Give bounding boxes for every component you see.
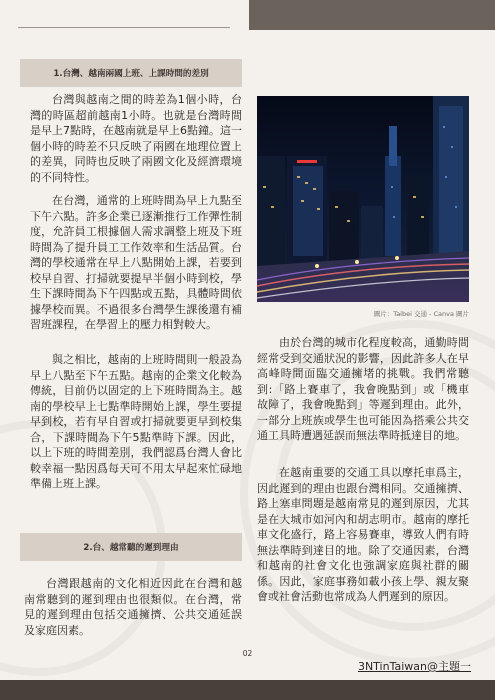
city-night-photo xyxy=(257,96,469,302)
top-rule xyxy=(18,27,230,28)
section-heading-1-text: 1.台灣、越南兩國上班、上課時間的差別 xyxy=(53,69,209,79)
paragraph: 在台灣，通常的上班時間為早上九點至下午六點。許多企業已逐漸推行工作彈性制度，允許員工根據個人需求調整上班及下班時間為了提升員工工作效率和生活品質。台灣的學校通常在早上八點開始上課，若要到校早自習、打掃就要提早半個小時到校，學生下課時間為下午四點或五點，具體時間依據學校而異。不過很多台灣學生課後還有補習班課程，在學習上的壓力相對較大。 xyxy=(30,194,242,331)
section-heading-1 xyxy=(20,59,242,87)
paragraph: 台灣跟越南的文化相近因此在台灣和越南常聽到的遲到理由也很類似。在台灣，常見的遲到理由包括交通擁擠、公共交通延誤及家庭因素。 xyxy=(24,577,242,637)
photo-illustration xyxy=(257,96,469,302)
page-number: 02 xyxy=(242,649,253,658)
photo-caption: 圖片：Taibei 交通 - Canva 圖片 xyxy=(373,310,469,318)
paragraph: 與之相比，越南的上班時間則一般設為早上八點至下午五點。越南的企業文化較為傳統，目前仍以固定的上下班時間為主。越南的學校早上七點準時開始上課，學生要提早到校，若有早自習或打掃就要更早到校集合，下課時間為下午5點準時下課。因此，以上下班的時間差別，我們認爲台灣人會比較幸福一點因爲每天可不用太早起來忙碌地準備上班上課。 xyxy=(30,353,242,490)
section-heading-2 xyxy=(20,533,242,561)
paragraph: 台灣與越南之間的時差為1個小時，台灣的時區超前越南1小時。也就是台灣時間是早上7點時，在越南就是早上6點鐘。這一個小時的時差不只反映了兩國在地理位置上的差異，同時也反映了兩國文化及經濟環境的不同特性。 xyxy=(30,93,242,184)
series-tag: 3NTinTaiwan@主題一 xyxy=(357,660,471,673)
section-heading-2-text: 2.台、越常聽的遲到理由 xyxy=(83,543,179,553)
top-color-block xyxy=(249,0,495,30)
bottom-bar xyxy=(0,680,495,700)
paragraph: 由於台灣的城市化程度較高，通勤時間經常受到交通狀況的影響，因此許多人在早高峰時間面臨交通擁堵的挑戰。我們常聽到:「路上賽車了，我會晚點到」或「機車故障了，我會晚點到」等遲到理由。此外，一部分上班族或學生也可能因為搭乘公共交通工具時遭遇延誤而無法準時抵達目的地。 xyxy=(257,336,469,442)
paragraph: 在越南重要的交通工具以摩托車爲主，因此遲到的理由也跟台灣相同。交通擁擠、路上塞車問題是越南常見的遲到原因，尤其是在大城市如河內和胡志明市。越南的摩托車文化盛行，路上容易賽車，導致人們有時無法準時到達目的地。除了交通因素，台灣和越南的社會文化也強調家庭與社群的關係。因此，家庭事務如載小孩上學、親友聚會或社會活動也常成為人們遲到的原因。 xyxy=(257,466,469,603)
